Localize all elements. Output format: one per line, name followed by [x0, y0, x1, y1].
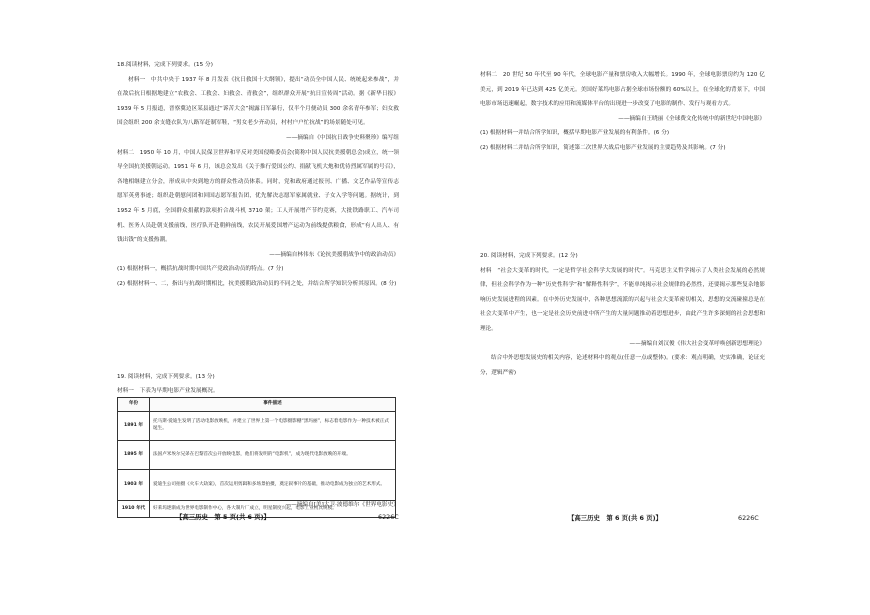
question-18-header: 18.阅读材料，完成下列要求。(15 分)	[117, 62, 213, 68]
q20-ask: 结合中外思想发展史的相关内容，论述材料中的观点(任意一点或整体)。(要求：观点明确，史实准确，论证充分，逻辑严密)	[480, 355, 765, 376]
table-cell-year: 1895 年	[118, 441, 150, 470]
table-cell-event: 法国卢米埃尔兄弟在巴黎首次公开放映电影，他们将发明的“电影机”，成为现代电影放映的开端。	[150, 441, 396, 470]
q19-material-2-source: ——摘编自王晓丽《全球费文化传统中的新世纪中国电影》	[618, 115, 765, 122]
question-19-continued	[480, 68, 765, 156]
q18-material-2-source: ——摘编自林伟东《论抗美援朝战争中的政治动员》	[269, 251, 399, 258]
table-cell-year: 1903 年	[118, 470, 150, 501]
q19-ask-2: (2) 根据材料二并结合所学知识，简述第二次世界大战后电影产业发展的主要趋势及其影响。(7 分)	[480, 144, 726, 151]
q18-material-1: 材料一 中共中央于 1937 年 8 月发表《抗日救国十大纲领》，提出“动员全中国人民、统统起来参战”，并在敌后抗日根据地建立“农救会、工救会、妇救会、青救会”，组织群众开展“抗日宣传周”活动。据《新华日报》1939 年 5 月报道，晋察冀边区某县通过“诉苦大会”揭露日军暴行，仅半个月便动员 300 余名青年参军；妇女救国会组织 200 余支缝衣队为八路军赶制军鞋，“男女老少齐动员，村村户户忙抗战”的场景随处可见。	[117, 76, 399, 127]
right-page	[435, 0, 870, 615]
table-header-event: 事件描述	[150, 398, 396, 412]
q19-table-source-block	[117, 498, 399, 513]
q18-material-1-source: ——摘编自《中国抗日战争史料聚珍》编写组	[286, 134, 399, 141]
question-20-header: 20. 阅读材料，完成下列要求。(12 分)	[480, 253, 578, 259]
table-row	[118, 470, 396, 501]
q18-ask-2: (2) 根据材料一、二，指出与抗战时期相比，抗美援朝政治动员的不同之处，并结合所学知识分析其原因。(8 分)	[117, 280, 397, 287]
table-cell-year: 1891 年	[118, 412, 150, 441]
q19-material-1-intro: 材料一 下表为早期电影产业发展概况。	[117, 387, 219, 394]
page-footer: 【高三历史 第 5 页(共 6 页)】	[176, 513, 270, 521]
table-row	[118, 412, 396, 441]
q18-ask-1: (1) 根据材料一，概括抗战时期中国共产党政治动员的特点。(7 分)	[117, 266, 284, 273]
q20-material: 材料 “社会大变革的时代，一定是哲学社会科学大发展的时代”。马克思主义哲学揭示了人类社会发展的必然规律，但社会科学作为一种“历史性科学”和“解释性科学”，不能单纯揭示社会规律的必然性，还要揭示那些复杂地影响历史发展进程的因素。在中外历史发展中，各种思想流派的兴起与社会大变革密切相关，思想的交流碰撞总是在社会大变革中产生，也一定是社会历史前进中所产生的大量问题推动着思想进步，由此产生许多深刻的社会思想和理论。	[480, 267, 765, 332]
table-cell-year: 1910 年代	[118, 501, 150, 518]
question-20	[480, 249, 765, 380]
question-18	[117, 58, 399, 292]
table-header-year: 年份	[118, 398, 150, 412]
table-cell-event: 爱迪生公司拍摄《火车大劫案》，首次运用剪辑和多场景拍摄，奠定叙事片的基础，推动电影成为独立的艺术形式。	[150, 470, 396, 501]
q20-material-source: ——摘编自刘汉俊《伟大社会变革呼唤创新思想理论》	[629, 340, 765, 347]
table-cell-event: 好莱坞逐渐成为世界电影制作中心，各大制片厂成立，明星制度兴起，电影工业初具规模。	[150, 501, 396, 518]
q19-material-2: 材料二 20 世纪 50 年代至 90 年代，全球电影产量和票房收入大幅增长。1990 年，全球电影票房约为 120 亿美元，到 2019 年已达到 425 亿美元。美国好莱坞电影占据全球市场份额的 60%以上，在全球化的背景下，中国电影市场迅速崛起，数字技术的应用和流媒体平台的出现进一步改变了电影的制作、发行与观看方式。	[480, 72, 765, 108]
table-cell-event: 托马斯·爱迪生发明了活动电影放映机，并建立了世界上第一个电影摄影棚“黑玛丽”，标志着电影作为一种技术被正式诞生。	[150, 412, 396, 441]
question-19-header: 19. 阅读材料，完成下列要求。(13 分)	[117, 374, 215, 380]
exam-code: 6226C	[738, 514, 759, 522]
exam-code: 6226C	[378, 513, 399, 521]
q19-material-1-source: ——摘编自[美]大卫·波德维尔《世界电影史》	[285, 502, 399, 508]
q19-ask-1: (1) 根据材料一并结合所学知识，概括早期电影产业发展的有利条件。(6 分)	[480, 130, 670, 137]
q18-material-2: 材料二 1950 年 10 月，中国人民保卫世界和平反对美国侵略委员会(简称中国人民抗美援朝总会)成立，统一领导全国抗美援朝运动。1951 年 6 月，该总会发出《关于推行爱国公约、捐献飞机大炮和优待烈属军属的号召》，各地相继建立分会，形成从中央到地方的群众性动员体系。同时，党和政府通过报刊、广播、文艺作品等宣传志愿军英勇事迹；组织赴朝慰问团和回国志愿军报告团，优先解决志愿军家属就业、子女入学等问题。据统计，到 1952 年 5 月底，全国群众捐献的款项折合战斗机 3710 架；工人开展增产节约竞赛，大批铁路职工、汽车司机、医务人员赴朝支援前线，医疗队开赴朝鲜前线，农民开展爱国增产运动为前线提供粮食，形成“有人出人、有钱出钱”的支援热潮。	[117, 149, 399, 244]
table-row	[118, 441, 396, 470]
question-19	[117, 370, 399, 397]
page-footer: 【高三历史 第 6 页(共 6 页)】	[568, 514, 662, 522]
